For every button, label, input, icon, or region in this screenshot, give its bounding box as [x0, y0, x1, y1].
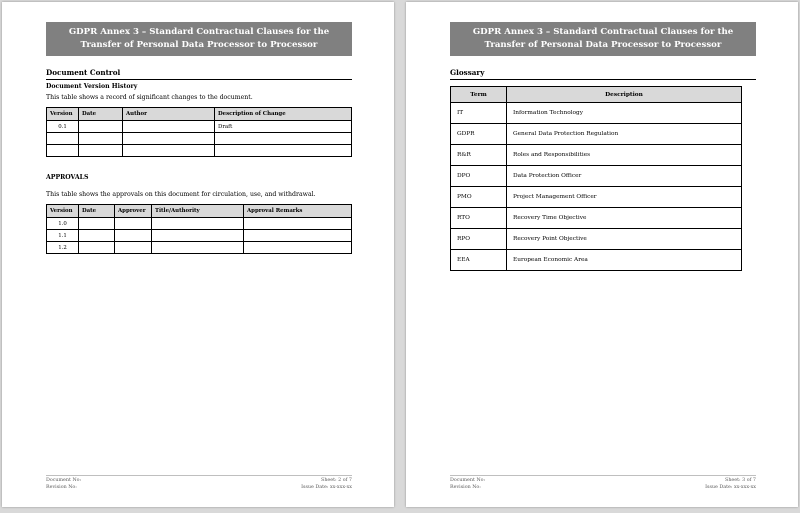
table-cell	[152, 242, 244, 254]
table-cell: 0.1	[47, 121, 79, 133]
table-cell	[47, 133, 79, 145]
table-cell	[79, 121, 123, 133]
table-row	[451, 145, 742, 166]
table-cell	[115, 218, 152, 230]
page-header-banner	[450, 22, 756, 56]
page-header-banner	[46, 22, 352, 56]
table-cell	[152, 230, 244, 242]
glossary-term: IT	[451, 103, 507, 124]
glossary-description: Data Protection Officer	[507, 166, 742, 187]
footer-issue-date: Issue Date: xx-xxx-xx	[301, 484, 352, 490]
table-cell: 1.2	[47, 242, 79, 254]
footer-sheet: Sheet: 3 of 7	[725, 478, 756, 483]
version-history-intro: This table shows a record of significant changes to the document.	[46, 94, 253, 101]
glossary-description: Recovery Time Objective	[507, 208, 742, 229]
section-title-glossary: Glossary	[450, 68, 756, 80]
table-cell: 1.1	[47, 230, 79, 242]
table-row	[47, 242, 352, 254]
column-header: Version	[47, 108, 79, 121]
glossary-term: PMO	[451, 187, 507, 208]
column-header: Approval Remarks	[244, 205, 352, 218]
table-row	[47, 230, 352, 242]
approvals-table	[46, 204, 352, 254]
table-header-row	[47, 205, 352, 218]
table-row	[47, 133, 352, 145]
column-header: Description	[507, 87, 742, 103]
document-page-3	[406, 2, 798, 507]
approvals-intro: This table shows the approvals on this document for circulation, use, and withdrawal.	[46, 191, 316, 198]
glossary-description: General Data Protection Regulation	[507, 124, 742, 145]
page-footer	[46, 475, 352, 491]
table-header-row	[47, 108, 352, 121]
footer-revision-no: Revision No:	[46, 484, 77, 490]
glossary-term: RPO	[451, 229, 507, 250]
table-row	[47, 121, 352, 133]
column-header: Title/Authority	[152, 205, 244, 218]
table-cell	[215, 145, 352, 157]
header-title-line2: Transfer of Personal Data Processor to Processor	[484, 40, 722, 50]
table-cell	[123, 133, 215, 145]
table-cell: Draft	[215, 121, 352, 133]
table-cell	[152, 218, 244, 230]
column-header: Approver	[115, 205, 152, 218]
table-cell	[244, 242, 352, 254]
glossary-term: GDPR	[451, 124, 507, 145]
version-history-table	[46, 107, 352, 157]
footer-document-no: Document No:	[450, 478, 486, 483]
page-footer	[450, 475, 756, 491]
table-row	[451, 187, 742, 208]
header-title-line1: GDPR Annex 3 – Standard Contractual Clauses for the	[472, 27, 734, 37]
table-row	[451, 250, 742, 271]
footer-sheet: Sheet: 2 of 7	[321, 478, 352, 483]
table-cell	[115, 230, 152, 242]
table-cell	[244, 230, 352, 242]
table-cell	[79, 242, 115, 254]
document-page-2	[2, 2, 394, 507]
version-history-title: Document Version History	[46, 83, 138, 90]
glossary-description: Project Management Officer	[507, 187, 742, 208]
footer-revision-no: Revision No:	[450, 484, 481, 490]
table-cell	[115, 242, 152, 254]
footer-document-no: Document No:	[46, 478, 82, 483]
approvals-title: APPROVALS	[46, 174, 89, 181]
glossary-term: DPO	[451, 166, 507, 187]
table-cell	[79, 133, 123, 145]
column-header: Author	[123, 108, 215, 121]
column-header: Date	[79, 205, 115, 218]
table-row	[451, 166, 742, 187]
table-cell: 1.0	[47, 218, 79, 230]
section-title-document-control: Document Control	[46, 68, 352, 80]
column-header: Term	[451, 87, 507, 103]
footer-issue-date: Issue Date: xx-xxx-xx	[705, 484, 756, 490]
header-title-line2: Transfer of Personal Data Processor to Processor	[80, 40, 318, 50]
table-cell	[123, 121, 215, 133]
table-row	[451, 229, 742, 250]
table-header-row	[451, 87, 742, 103]
header-title-line1: GDPR Annex 3 – Standard Contractual Clauses for the	[68, 27, 330, 37]
table-cell	[123, 145, 215, 157]
table-cell	[79, 230, 115, 242]
glossary-description: Roles and Responsibilities	[507, 145, 742, 166]
glossary-term: RTO	[451, 208, 507, 229]
table-cell	[47, 145, 79, 157]
table-row	[47, 145, 352, 157]
table-cell	[215, 133, 352, 145]
table-row	[451, 124, 742, 145]
glossary-term: EEA	[451, 250, 507, 271]
glossary-description: Recovery Point Objective	[507, 229, 742, 250]
column-header: Version	[47, 205, 79, 218]
glossary-description: European Economic Area	[507, 250, 742, 271]
glossary-description: Information Technology	[507, 103, 742, 124]
glossary-term: R&R	[451, 145, 507, 166]
table-cell	[79, 218, 115, 230]
glossary-table	[450, 86, 742, 271]
table-row	[47, 218, 352, 230]
column-header: Description of Change	[215, 108, 352, 121]
table-cell	[244, 218, 352, 230]
table-cell	[79, 145, 123, 157]
table-row	[451, 103, 742, 124]
table-row	[451, 208, 742, 229]
column-header: Date	[79, 108, 123, 121]
